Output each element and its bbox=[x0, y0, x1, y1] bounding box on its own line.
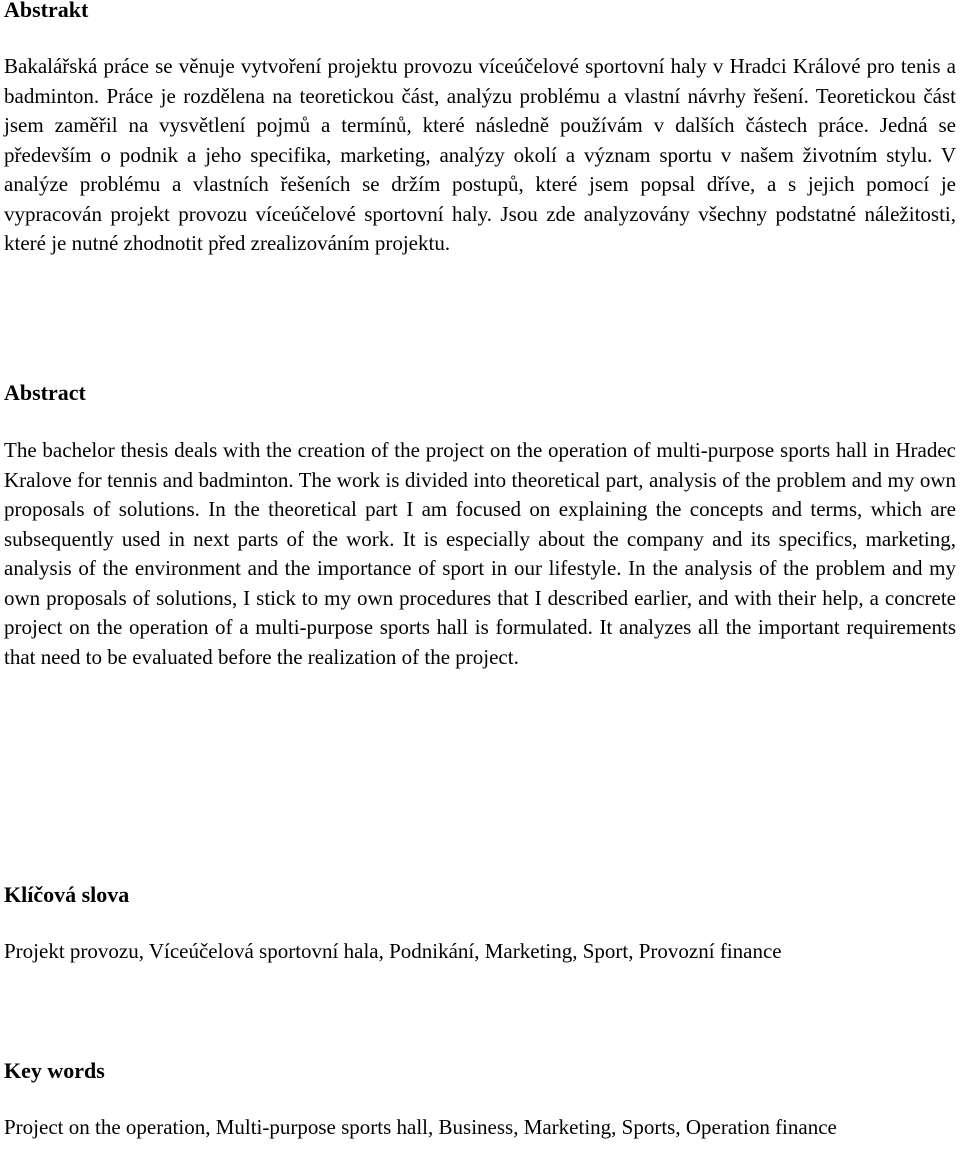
klicova-slova-text: Projekt provozu, Víceúčelová sportovní hala, Podnikání, Marketing, Sport, Provozní finance bbox=[4, 939, 782, 963]
key-words-section bbox=[4, 1058, 956, 1143]
abstract-heading: Abstract bbox=[4, 380, 86, 405]
key-words-text: Project on the operation, Multi-purpose sports hall, Business, Marketing, Sports, Operation finance bbox=[4, 1115, 837, 1139]
abstract-paragraph: The bachelor thesis deals with the creation of the project on the operation of multi-purpose sports hall in Hradec Kralove for tennis and badminton. The work is divided into theoretical part, analysis of the problem and my own proposals of solutions. In the theoretical part I am focused on explaining the concepts and terms, which are subsequently used in next parts of the work. It is especially about the company and its specifics, marketing, analysis of the environment and the importance of sport in our lifestyle. In the analysis of the problem and my own proposals of solutions, I stick to my own procedures that I described earlier, and with their help, a concrete project on the operation of a multi-purpose sports hall is formulated. It analyzes all the important requirements that need to be evaluated before the realization of the project. bbox=[4, 438, 956, 669]
abstrakt-paragraph: Bakalářská práce se věnuje vytvoření projektu provozu víceúčelové sportovní haly v Hradci Králové pro tenis a badminton. Práce je rozdělena na teoretickou část, analýzu problému a vlastní návrhy řešení. Teoretickou část jsem zaměřil na vysvětlení pojmů a termínů, které následně používám v dalších částech práce. Jedná se především o podnik a jeho specifika, marketing, analýzy okolí a význam sportu v našem životním stylu. V analýze problému a vlastních řešeních se držím postupů, které jsem popsal dříve, a s jejich pomocí je vypracován projekt provozu víceúčelové sportovní haly. Jsou zde analyzovány všechny podstatné náležitosti, které je nutné zhodnotit před zrealizováním projektu. bbox=[4, 54, 956, 255]
klicova-slova-section bbox=[4, 882, 956, 967]
abstrakt-section bbox=[4, 0, 956, 259]
key-words-heading: Key words bbox=[4, 1058, 105, 1083]
klicova-slova-heading: Klíčová slova bbox=[4, 882, 130, 907]
abstract-section bbox=[4, 380, 956, 672]
abstrakt-heading: Abstrakt bbox=[4, 0, 89, 22]
